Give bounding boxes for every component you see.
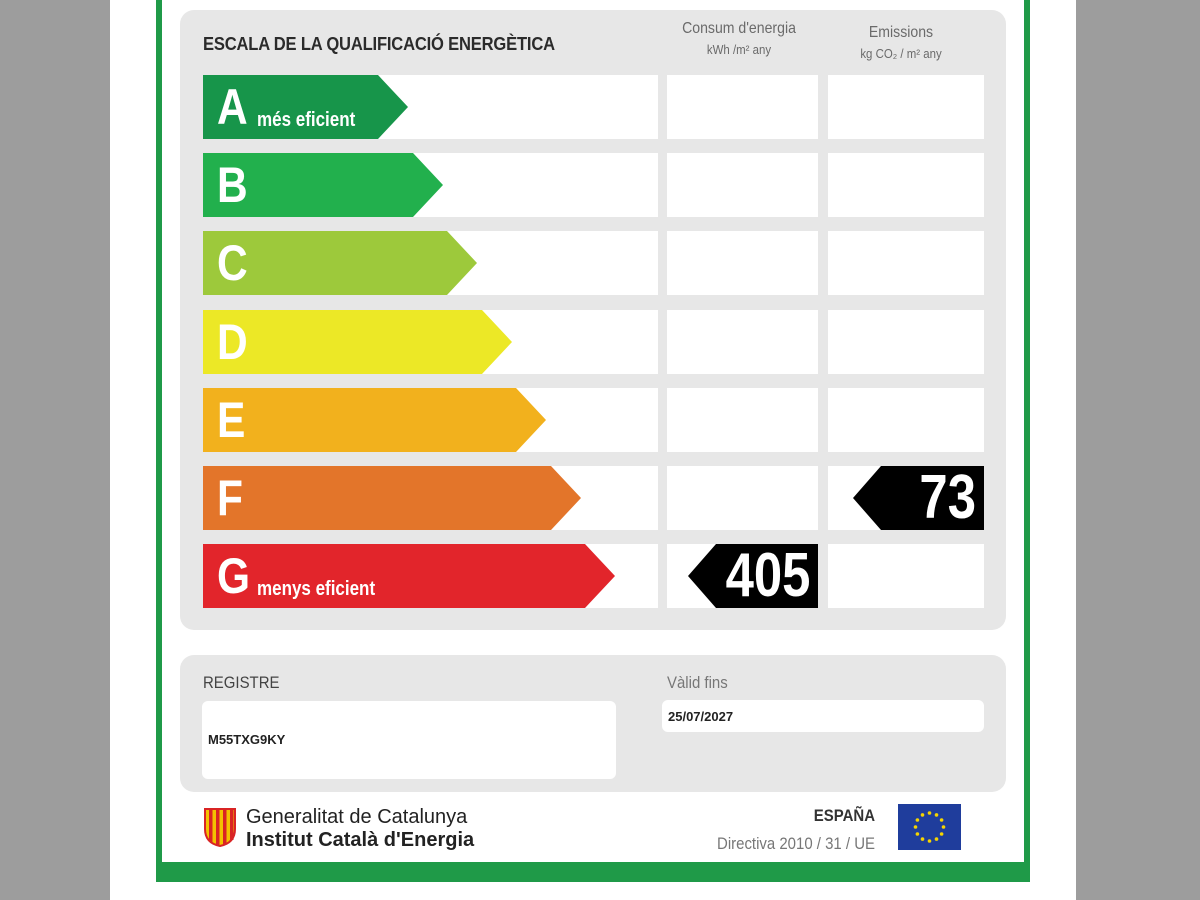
- emissions-header-units: kg CO₂ / m² any: [860, 46, 942, 61]
- emissions-column-header: [826, 24, 976, 61]
- emissions-cell-a: [828, 75, 984, 139]
- consumption-header-units: kWh /m² any: [706, 42, 772, 57]
- directive-label: Directiva 2010 / 31 / UE: [717, 834, 875, 853]
- eu-star: [916, 818, 920, 822]
- emissions-header-title: Emissions: [868, 24, 934, 41]
- eu-star: [935, 813, 939, 817]
- band-d: [203, 310, 512, 374]
- eu-star: [916, 832, 920, 836]
- emissions-cell-e: [828, 388, 984, 452]
- valid-until-label: Vàlid fins: [667, 673, 728, 692]
- emissions-cell-d: [828, 310, 984, 374]
- consumption-cell-a: [667, 75, 818, 139]
- consumption-column-header: [664, 20, 814, 57]
- band-e: [203, 388, 546, 452]
- band-g: [203, 544, 615, 608]
- band-caption: més eficient: [257, 109, 356, 131]
- consumption-value: 405: [725, 541, 810, 610]
- scale-title: ESCALA DE LA QUALIFICACIÓ ENERGÈTICA: [203, 34, 555, 54]
- valid-until-value: 25/07/2027: [668, 709, 734, 724]
- emissions-cell-g: [828, 544, 984, 608]
- registre-value: M55TXG9KY: [208, 732, 286, 747]
- eu-star: [935, 837, 939, 841]
- emissions-cell-b: [828, 153, 984, 217]
- eu-star: [940, 818, 944, 822]
- band-c: [203, 231, 477, 295]
- band-letter: E: [217, 392, 246, 448]
- band-caption: menys eficient: [257, 578, 376, 600]
- eu-star: [914, 825, 918, 829]
- registre-label: REGISTRE: [203, 673, 280, 692]
- consumption-cell-c: [667, 231, 818, 295]
- band-letter: F: [217, 470, 243, 526]
- label-frame-bottom: [156, 862, 1030, 882]
- eu-star: [921, 837, 925, 841]
- band-b: [203, 153, 443, 217]
- emissions-indicator: [853, 463, 984, 532]
- band-letter: D: [217, 314, 248, 370]
- band-a: [203, 75, 408, 139]
- eu-star: [942, 825, 946, 829]
- eu-star: [928, 811, 932, 815]
- band-letter: G: [217, 548, 251, 604]
- country-label: ESPAÑA: [813, 806, 875, 825]
- band-letter: B: [217, 157, 248, 213]
- issuer-line-2: Institut Català d'Energia: [246, 829, 475, 851]
- consumption-cell-d: [667, 310, 818, 374]
- consumption-cell-f: [667, 466, 818, 530]
- eu-star: [928, 839, 932, 843]
- eu-star: [921, 813, 925, 817]
- consumption-cell-e: [667, 388, 818, 452]
- consumption-indicator: [688, 541, 818, 610]
- emissions-value: 73: [919, 463, 976, 532]
- band-f: [203, 466, 581, 530]
- band-letter: C: [217, 235, 248, 291]
- eu-flag-icon: [898, 804, 961, 850]
- consumption-cell-b: [667, 153, 818, 217]
- issuer-line-1: Generalitat de Catalunya: [246, 806, 468, 828]
- emissions-cell-c: [828, 231, 984, 295]
- gencat-logo-icon: [203, 807, 237, 847]
- band-letter: A: [217, 79, 248, 135]
- eu-star: [940, 832, 944, 836]
- consumption-header-title: Consum d'energia: [682, 20, 796, 37]
